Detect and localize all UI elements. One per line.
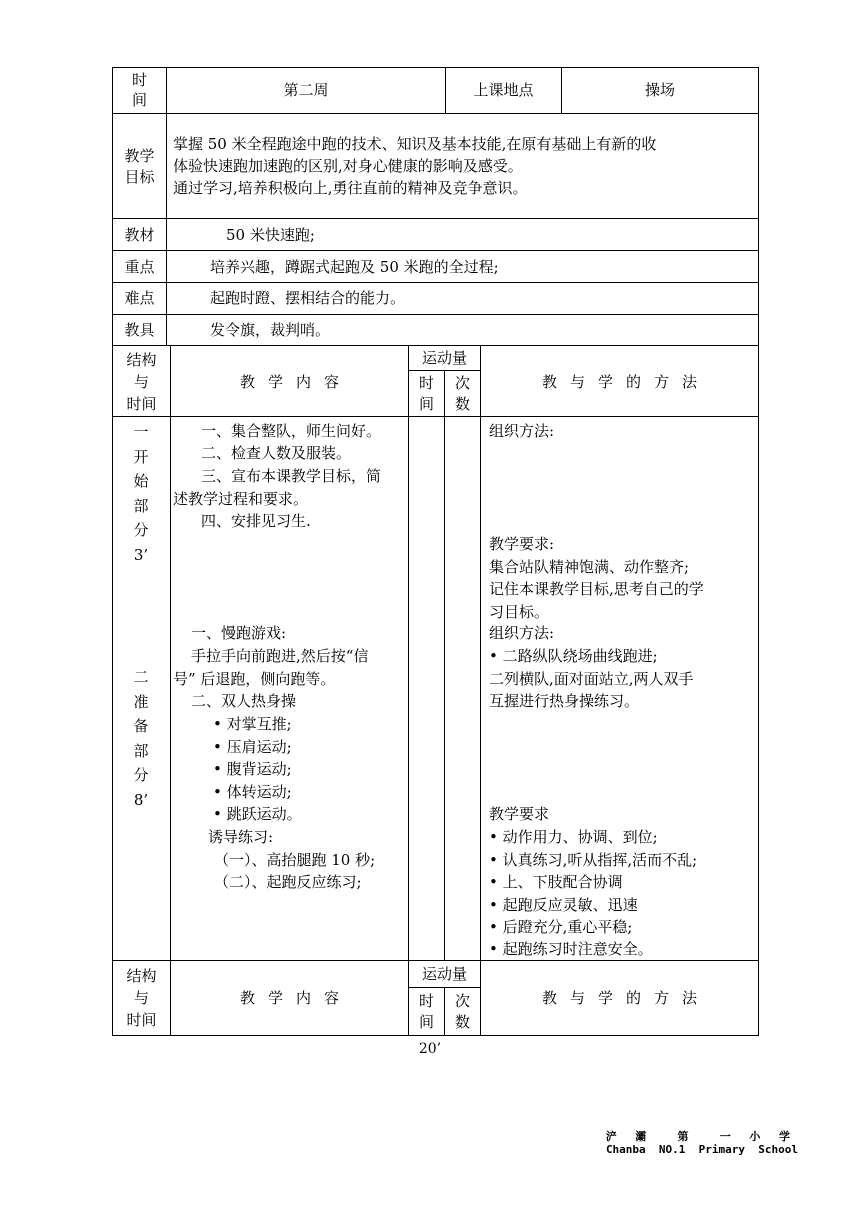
structure-header <box>113 349 170 415</box>
time-subheader-repeat <box>409 991 444 1033</box>
keypoint-label: 重点 <box>124 258 155 276</box>
structure-header-line: 与 <box>133 989 149 1007</box>
content-header: 教学内容 <box>239 373 352 391</box>
part1-label-char: 始 <box>133 472 149 491</box>
load-header-repeat: 运动量 <box>421 965 467 983</box>
part2-content-line: • 对掌互推; <box>213 715 292 733</box>
part2-content-line: • 体转运动; <box>213 783 292 801</box>
time-subheader-line: 时 <box>418 992 434 1010</box>
part2-method-req: • 动作用力、协调、到位; <box>489 828 658 846</box>
structure-header-line: 与 <box>133 373 149 391</box>
objectives-label <box>113 146 166 188</box>
count-subheader-line: 次 <box>454 992 470 1010</box>
rule <box>112 345 759 346</box>
part2-content-line: （二）、起跑反应练习; <box>214 873 362 891</box>
part1-content-line: 三、宣布本课教学目标，简 <box>201 467 382 485</box>
time-subheader <box>409 373 444 415</box>
part2-label-char: 准 <box>133 692 149 711</box>
structure-header-line: 时间 <box>126 395 157 413</box>
part1-method-req: 记住本课教学目标,思考自己的学 <box>489 580 704 598</box>
part1-label-char: 开 <box>133 447 149 466</box>
keypoint-text: 培养兴趣，蹲踞式起跑及 50 米跑的全过程; <box>210 258 499 276</box>
rule <box>112 1035 759 1036</box>
time-subheader-line: 时 <box>418 374 434 392</box>
rule <box>170 345 171 1036</box>
part1-label-char: 分 <box>133 521 149 540</box>
rule <box>112 416 759 417</box>
part2-method-req: • 后蹬充分,重心平稳; <box>489 918 633 936</box>
school-name-en: Chanba NO.1 Primary School <box>605 1143 798 1156</box>
part1-content-line: 二、检查人数及服装。 <box>201 444 352 462</box>
part1-label-char: 一 <box>133 423 149 441</box>
part1-method-org: 组织方法: <box>489 422 555 440</box>
count-subheader-line: 数 <box>454 395 470 413</box>
place-label: 上课地点 <box>473 81 534 99</box>
part2-content-line: 诱导练习: <box>208 828 274 846</box>
part2-method-org: 二列横队,面对面站立,两人双手 <box>489 670 694 688</box>
part2-content-line: • 腹背运动; <box>213 760 292 778</box>
rule <box>112 314 759 315</box>
structure-header-line: 结构 <box>126 967 157 985</box>
structure-header-line: 时间 <box>126 1011 157 1029</box>
equipment-label: 教具 <box>124 321 155 339</box>
part2-content-line: （一）、高抬腿跑 10 秒; <box>214 851 376 869</box>
equipment-text: 发令旗，裁判哨。 <box>210 321 331 339</box>
time-label <box>113 70 166 110</box>
part2-label-char: 部 <box>133 741 149 760</box>
rule <box>112 282 759 283</box>
part2-method-req: • 上、下肢配合协调 <box>489 873 623 891</box>
difficulty-label: 难点 <box>124 289 155 307</box>
structure-header-repeat <box>113 965 170 1031</box>
part2-content-line: • 压肩运动; <box>213 738 292 756</box>
objectives-label-line: 教学 <box>124 147 155 165</box>
part1-label <box>115 420 167 568</box>
part1-label-char: 部 <box>133 496 149 515</box>
materials-label: 教材 <box>124 226 155 244</box>
objective-line: 掌握 50 米全程跑途中跑的技术、知识及基本技能,在原有基础上有新的收 <box>173 135 657 153</box>
load-header: 运动量 <box>421 349 467 367</box>
part1-method-req: 教学要求: <box>489 535 555 553</box>
time-subheader-line: 间 <box>418 395 434 413</box>
rule <box>112 67 113 1036</box>
part2-content-line: 手拉手向前跑进,然后按“信 <box>191 647 369 665</box>
part2-label-char: 分 <box>133 766 149 785</box>
part1-label-char: 3’ <box>133 545 149 564</box>
rule <box>112 960 759 961</box>
rule <box>112 67 759 68</box>
part1-method-req: 集合站队精神饱满、动作整齐; <box>489 558 690 576</box>
part1-content-line: 述教学过程和要求。 <box>173 490 309 508</box>
part2-content-line: 号” 后退跑，侧向跑等。 <box>173 670 336 688</box>
part2-content-line: • 跳跃运动。 <box>213 805 302 823</box>
rule <box>112 218 759 219</box>
rule <box>112 250 759 251</box>
objectives-label-line: 目标 <box>124 168 155 186</box>
rule <box>758 67 759 1036</box>
count-subheader-line: 数 <box>454 1013 470 1031</box>
part2-method-org: 组织方法: <box>489 624 555 642</box>
part2-method-req: • 起跑练习时注意安全。 <box>489 940 653 958</box>
part2-method-req: • 认真练习,听从指挥,活而不乱; <box>489 851 698 869</box>
count-subheader-repeat <box>445 991 480 1033</box>
part2-method-req: • 起跑反应灵敏、迅速 <box>489 896 638 914</box>
rule <box>480 345 481 1036</box>
rule <box>112 113 759 114</box>
rule <box>408 345 409 1036</box>
school-name-cn: 浐 灞 第 一 小 学 <box>605 1130 796 1143</box>
structure-header-line: 结构 <box>126 351 157 369</box>
materials-text: 50 米快速跑; <box>226 226 315 244</box>
rule <box>444 370 445 961</box>
part1-content-line: 四、安排见习生. <box>201 512 311 530</box>
part2-label <box>115 665 167 813</box>
part2-label-char: 备 <box>133 717 149 736</box>
time-label-line: 时 <box>131 71 147 89</box>
page-number: 20’ <box>418 1041 442 1057</box>
place-value: 操场 <box>644 81 675 99</box>
part2-label-char: 二 <box>133 668 149 686</box>
objective-line: 通过学习,培养积极向上,勇往直前的精神及竞争意识。 <box>173 179 528 197</box>
part1-method-req: 习目标。 <box>489 603 550 621</box>
part2-method-req: 教学要求 <box>489 805 550 823</box>
content-header-repeat: 教学内容 <box>239 989 352 1007</box>
part1-content-line: 一、集合整队，师生问好。 <box>201 422 382 440</box>
week-value: 第二周 <box>283 81 329 99</box>
rule <box>166 67 167 346</box>
part2-label-char: 8’ <box>133 790 149 809</box>
objective-line: 体验快速跑加速跑的区别,对身心健康的影响及感受。 <box>173 157 523 175</box>
time-label-line: 间 <box>131 91 147 109</box>
time-subheader-line: 间 <box>418 1013 434 1031</box>
part2-method-org: 互握进行热身操练习。 <box>489 692 640 710</box>
part2-method-org: • 二路纵队绕场曲线跑进; <box>489 647 658 665</box>
method-header-repeat: 教与学的方法 <box>541 989 710 1007</box>
part2-content-line: 一、慢跑游戏: <box>191 624 287 642</box>
count-subheader-line: 次 <box>454 374 470 392</box>
difficulty-text: 起跑时蹬、摆相结合的能力。 <box>210 289 406 307</box>
count-subheader <box>445 373 480 415</box>
part2-content-line: 二、双人热身操 <box>191 692 297 710</box>
method-header: 教与学的方法 <box>541 373 710 391</box>
